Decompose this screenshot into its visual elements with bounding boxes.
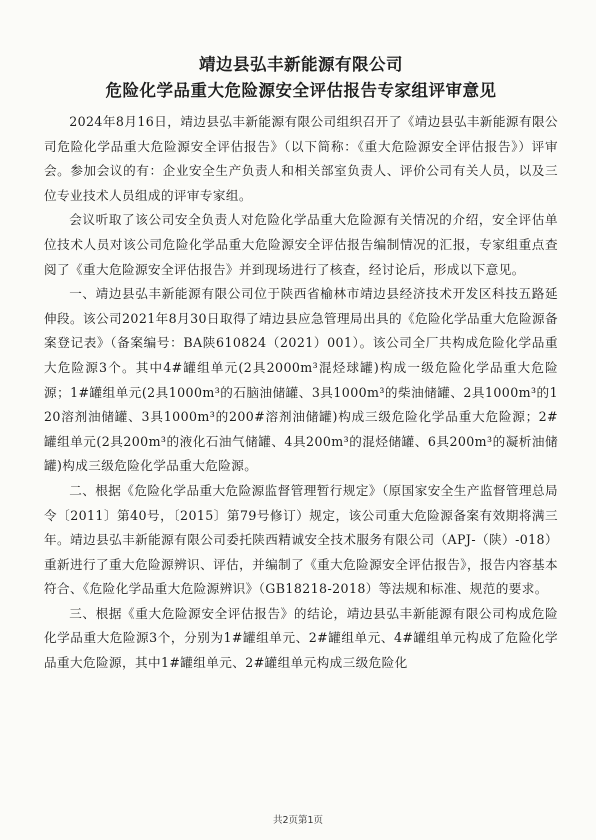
- document-title-subject: 危险化学品重大危险源安全评估报告专家组评审意见: [105, 81, 497, 100]
- paragraph-meeting-intro: 2024年8月16日，靖边县弘丰新能源有限公司组织召开了《靖边县弘丰新能源有限公司危险化学品重大危险源安全评估报告》（以下简称：《重大危险源安全评估报告》）评审会。参加会议的有：企业安全生产负责人和相关部室负责人、评价公司有关人员，以及三位专业技术人员组成的评审专家组。: [44, 114, 558, 203]
- page-footer: 共2页第1页: [272, 815, 324, 826]
- paragraph-opinion-2: 二、根据《危险化学品重大危险源监督管理暂行规定》（原国家安全生产监督管理总局令〔2011〕第40号，〔2015〕第79号修订）规定，该公司重大危险源备案有效期将满三年。靖边县弘丰新能源有限公司委托陕西精诚安全技术服务有限公司（APJ-（陕）-018）重新进行了重大危险源辨识、评估，并编制了《重大危险源安全评估报告》，报告内容基本符合、《危险化学品重大危险源辨识》（GB18218-2018）等法规和标准、规范的要求。: [44, 482, 558, 597]
- paragraph-opinion-1: 一、靖边县弘丰新能源有限公司位于陕西省榆林市靖边县经济技术开发区科技五路延伸段。该公司2021年8月30日取得了靖边县应急管理局出具的《危险化学品重大危险源备案登记表》（备案编号：BA陕610824（2021）001）。该公司全厂共构成危险化学品重大危险源3个。其中4#罐组单元(2具2000m³混烃球罐)构成一级危险化学品重大危险源；1#罐组单元(2具1000m³的石脑油储罐、3具1000m³的柴油储罐、2具1000m³的120溶剂油储罐、3具1000m³的200#溶剂油储罐)构成三级危险化学品重大危险源；2#罐组单元(2具200m³的液化石油气储罐、4具200m³的混烃储罐、6具200m³的凝析油储罐)构成三级危险化学品重大危险源。: [44, 286, 558, 474]
- paragraph-opinion-3: 三、根据《重大危险源安全评估报告》的结论，靖边县弘丰新能源有限公司构成危险化学品重大危险源3个，分别为1#罐组单元、2#罐组单元、4#罐组单元构成了危险化学品重大危险源，其中1#罐组单元、2#罐组单元构成三级危险化: [44, 605, 558, 671]
- paragraph-meeting-process: 会议听取了该公司安全负责人对危险化学品重大危险源有关情况的介绍，安全评估单位技术人员对该公司危险化学品重大危险源安全评估报告编制情况的汇报，专家组重点查阅了《重大危险源安全评估报告》并到现场进行了核查，经讨论后，形成以下意见。: [44, 212, 558, 277]
- document-title-company: 靖边县弘丰新能源有限公司: [199, 55, 403, 74]
